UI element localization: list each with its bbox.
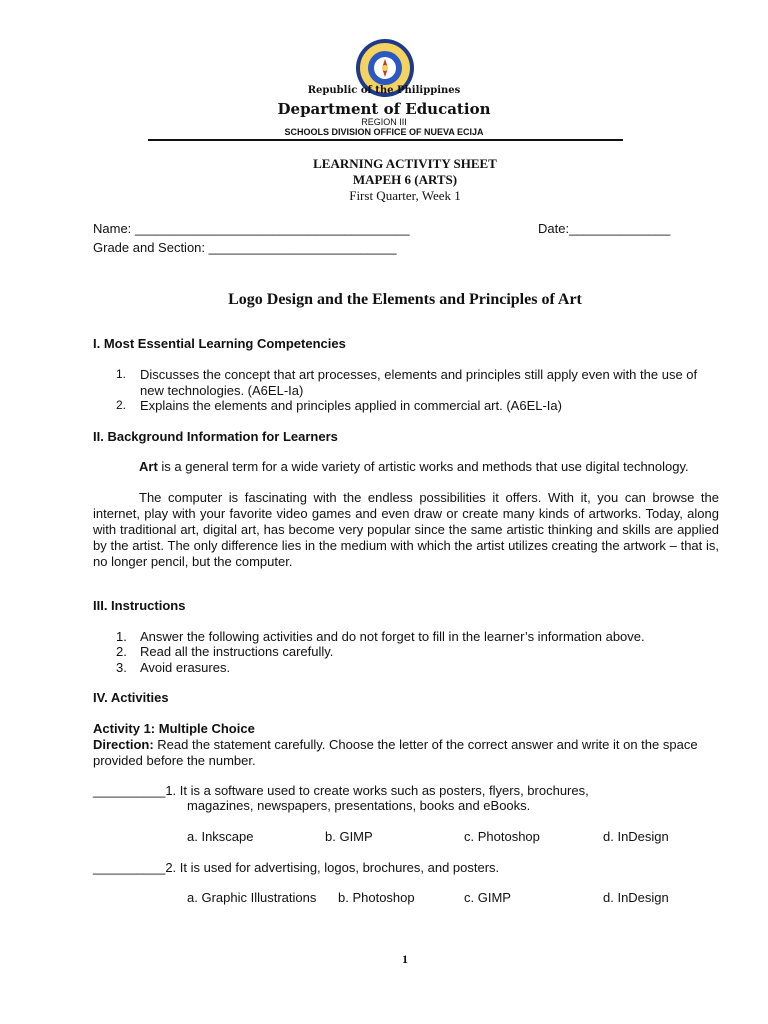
- region-line: REGION III: [361, 117, 407, 127]
- item-text: Avoid erasures.: [140, 660, 231, 675]
- quarter-week: First Quarter, Week 1: [349, 188, 461, 203]
- choice-b: b. GIMP: [325, 829, 373, 844]
- background-paragraph-1: [93, 459, 719, 475]
- choice-d: d. InDesign: [603, 829, 669, 844]
- item-text: Answer the following activities and do not forget to fill in the learner’s information above.: [140, 629, 645, 644]
- item-number: 2.: [116, 644, 127, 659]
- item-number: 2.: [116, 398, 127, 412]
- instruction-item-1: [116, 629, 716, 645]
- section-3-heading: III. Instructions: [93, 598, 186, 613]
- section-2-heading: II. Background Information for Learners: [93, 429, 338, 444]
- division-line: SCHOOLS DIVISION OFFICE OF NUEVA ECIJA: [284, 127, 484, 137]
- subject-title: MAPEH 6 (ARTS): [352, 172, 458, 187]
- item-text: Discusses the concept that art processes, elements and principles still apply even with the use of new technologies. (A6EL-Ia): [140, 367, 698, 398]
- background-paragraph-2: The computer is fascinating with the endless possibilities it offers. With it, you can browse the internet, play with your favorite video games and even draw or create many kinds of artworks. Today, along with traditional art, digital art, has become very popular since the same artistic thinking and skills are applied by the artist. The only difference lies in the medium with which the artist utilizes creating the artwork – that is, no longer pencil, but the computer.: [93, 490, 719, 569]
- sheet-title: LEARNING ACTIVITY SHEET: [313, 156, 497, 171]
- activity-title: Activity 1: Multiple Choice: [93, 721, 255, 736]
- competency-item-2: [116, 398, 706, 414]
- item-number: 3.: [116, 660, 127, 675]
- section-1-heading: I. Most Essential Learning Competencies: [93, 336, 346, 351]
- choice-c: c. Photoshop: [464, 829, 540, 844]
- direction-paragraph: [93, 737, 719, 769]
- item-number: 1.: [116, 629, 127, 644]
- question-1: [93, 783, 589, 799]
- instruction-item-3: [116, 660, 716, 676]
- question-1-continued: magazines, newspapers, presentations, books and eBooks.: [187, 798, 531, 813]
- direction-text: Read the statement carefully. Choose the letter of the correct answer and write it on the space provided before the number.: [93, 737, 698, 768]
- question-2: [93, 860, 499, 876]
- item-number: 1.: [116, 367, 127, 381]
- section-4-heading: IV. Activities: [93, 690, 169, 705]
- choice-a: a. Inkscape: [187, 829, 254, 844]
- item-text: Explains the elements and principles applied in commercial art. (A6EL-Ia): [140, 398, 562, 413]
- item-text: Read all the instructions carefully.: [140, 644, 334, 659]
- question-text: 2. It is used for advertising, logos, brochures, and posters.: [165, 860, 500, 875]
- grade-section-field[interactable]: Grade and Section: __________________________: [93, 240, 397, 255]
- date-field[interactable]: Date:______________: [538, 221, 671, 236]
- competency-item-1: [116, 367, 706, 399]
- art-term: Art: [139, 459, 158, 474]
- department-name: Department of Education: [277, 100, 491, 118]
- direction-label: Direction:: [93, 737, 154, 752]
- header-rule: [148, 139, 623, 141]
- name-field[interactable]: Name: ______________________________________: [93, 221, 410, 236]
- choice-a: a. Graphic Illustrations: [187, 890, 317, 905]
- main-title: Logo Design and the Elements and Principles of Art: [228, 291, 582, 308]
- question-text: 1. It is a software used to create works such as posters, flyers, brochures,: [165, 783, 589, 798]
- instruction-item-2: [116, 644, 716, 660]
- choice-c: c. GIMP: [464, 890, 511, 905]
- choice-d: d. InDesign: [603, 890, 669, 905]
- answer-blank[interactable]: __________: [93, 860, 166, 875]
- answer-blank[interactable]: __________: [93, 783, 166, 798]
- art-definition: is a general term for a wide variety of artistic works and methods that use digital technology.: [157, 459, 689, 474]
- page-number: 1: [402, 952, 408, 966]
- republic-line: Republic of the Philippines: [307, 85, 461, 96]
- choice-b: b. Photoshop: [338, 890, 415, 905]
